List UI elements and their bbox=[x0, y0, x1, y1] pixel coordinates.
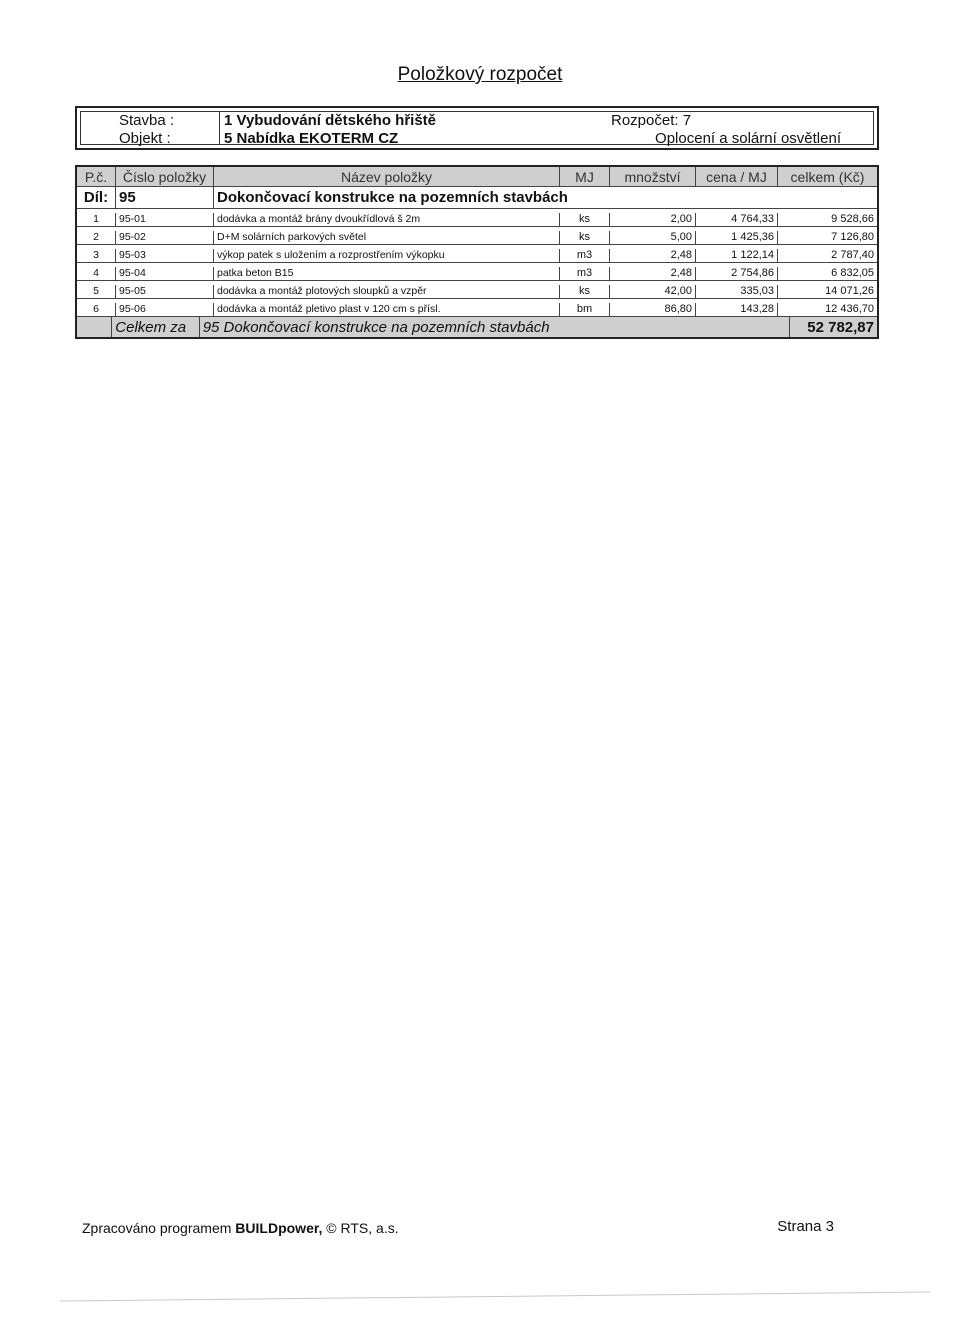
row-qty: 5,00 bbox=[610, 231, 696, 244]
row-mj: bm bbox=[560, 303, 610, 316]
summary-label: Celkem za bbox=[112, 317, 199, 337]
row-name: dodávka a montáž pletivo plast v 120 cm s přísl. bbox=[214, 303, 560, 316]
col-header-total: celkem (Kč) bbox=[790, 168, 865, 185]
project-header-inner bbox=[80, 111, 874, 145]
row-price: 143,28 bbox=[696, 303, 778, 316]
section-name: Dokončovací konstrukce na pozemních stavbách bbox=[217, 189, 568, 206]
section-row bbox=[77, 187, 877, 209]
row-mj: ks bbox=[560, 213, 610, 226]
col-header-name: Název položky bbox=[214, 167, 560, 186]
row-code: 95-03 bbox=[116, 249, 214, 262]
summary-total: 52 782,87 bbox=[789, 317, 877, 337]
objekt-value: 5 Nabídka EKOTERM CZ bbox=[224, 130, 399, 147]
row-price: 2 754,86 bbox=[696, 267, 778, 280]
row-code: 95-02 bbox=[116, 231, 214, 244]
row-name: dodávka a montáž brány dvoukřídlová š 2m bbox=[214, 213, 560, 226]
objekt-label: Objekt : bbox=[119, 130, 171, 147]
row-price: 1 122,14 bbox=[696, 249, 778, 262]
footer-prefix: Zpracováno programem bbox=[82, 1220, 236, 1236]
project-header-box bbox=[75, 106, 879, 150]
row-qty: 2,48 bbox=[610, 249, 696, 262]
summary-blank bbox=[77, 317, 112, 337]
table-row bbox=[77, 263, 877, 281]
row-pc: 5 bbox=[77, 285, 116, 298]
row-code: 95-01 bbox=[116, 213, 214, 226]
row-price: 1 425,36 bbox=[696, 231, 778, 244]
row-mj: ks bbox=[560, 231, 610, 244]
row-code: 95-05 bbox=[116, 285, 214, 298]
footer-credit bbox=[82, 1220, 399, 1236]
table-row bbox=[77, 299, 877, 317]
row-qty: 2,00 bbox=[610, 213, 696, 226]
footer-suffix: © RTS, a.s. bbox=[322, 1220, 399, 1236]
header-divider bbox=[219, 112, 220, 144]
row-mj: m3 bbox=[560, 249, 610, 262]
scan-artifact-line bbox=[60, 1291, 930, 1301]
col-header-mj: MJ bbox=[560, 167, 610, 186]
row-pc: 3 bbox=[77, 249, 116, 262]
row-total: 7 126,80 bbox=[831, 231, 874, 243]
table-row bbox=[77, 281, 877, 299]
summary-name: 95 Dokončovací konstrukce na pozemních stavbách bbox=[202, 318, 550, 336]
row-name: dodávka a montáž plotových sloupků a vzpěr bbox=[214, 285, 560, 298]
footer-program: BUILDpower, bbox=[235, 1220, 323, 1236]
row-pc: 2 bbox=[77, 231, 116, 244]
col-header-qty: množství bbox=[610, 167, 696, 186]
row-total: 12 436,70 bbox=[825, 303, 874, 315]
col-header-pc: P.č. bbox=[77, 167, 116, 186]
row-qty: 86,80 bbox=[610, 303, 696, 316]
row-mj: m3 bbox=[560, 267, 610, 280]
row-total: 9 528,66 bbox=[831, 213, 874, 225]
row-code: 95-04 bbox=[116, 267, 214, 280]
section-label: Díl: bbox=[77, 187, 116, 208]
page-title: Položkový rozpočet bbox=[397, 64, 563, 85]
page-number: Strana 3 bbox=[777, 1218, 834, 1235]
table-row bbox=[77, 245, 877, 263]
row-pc: 1 bbox=[77, 213, 116, 226]
row-mj: ks bbox=[560, 285, 610, 298]
row-total: 2 787,40 bbox=[831, 249, 874, 261]
col-header-price: cena / MJ bbox=[696, 167, 778, 186]
summary-spacer bbox=[626, 317, 788, 337]
stavba-label: Stavba : bbox=[119, 112, 175, 129]
row-code: 95-06 bbox=[116, 303, 214, 316]
row-qty: 2,48 bbox=[610, 267, 696, 280]
row-name: D+M solárních parkových světel bbox=[214, 231, 560, 244]
row-name: výkop patek s uložením a rozprostřením výkopku bbox=[214, 249, 560, 262]
row-price: 4 764,33 bbox=[696, 213, 778, 226]
summary-row bbox=[77, 317, 877, 337]
row-name: patka beton B15 bbox=[214, 267, 560, 280]
section-code: 95 bbox=[116, 187, 214, 208]
rozpocet-value: Oplocení a solární osvětlení bbox=[655, 130, 841, 147]
table-row bbox=[77, 209, 877, 227]
table-header-row bbox=[77, 167, 877, 187]
table-row bbox=[77, 227, 877, 245]
row-total: 6 832,05 bbox=[831, 267, 874, 279]
col-header-code: Číslo položky bbox=[116, 167, 214, 186]
row-pc: 4 bbox=[77, 267, 116, 280]
rozpocet-label: Rozpočet: 7 bbox=[611, 112, 692, 129]
row-pc: 6 bbox=[77, 303, 116, 316]
stavba-value: 1 Vybudování dětského hřiště bbox=[224, 112, 436, 129]
row-qty: 42,00 bbox=[610, 285, 696, 298]
budget-table bbox=[75, 165, 879, 339]
row-total: 14 071,26 bbox=[825, 285, 874, 297]
row-price: 335,03 bbox=[696, 285, 778, 298]
